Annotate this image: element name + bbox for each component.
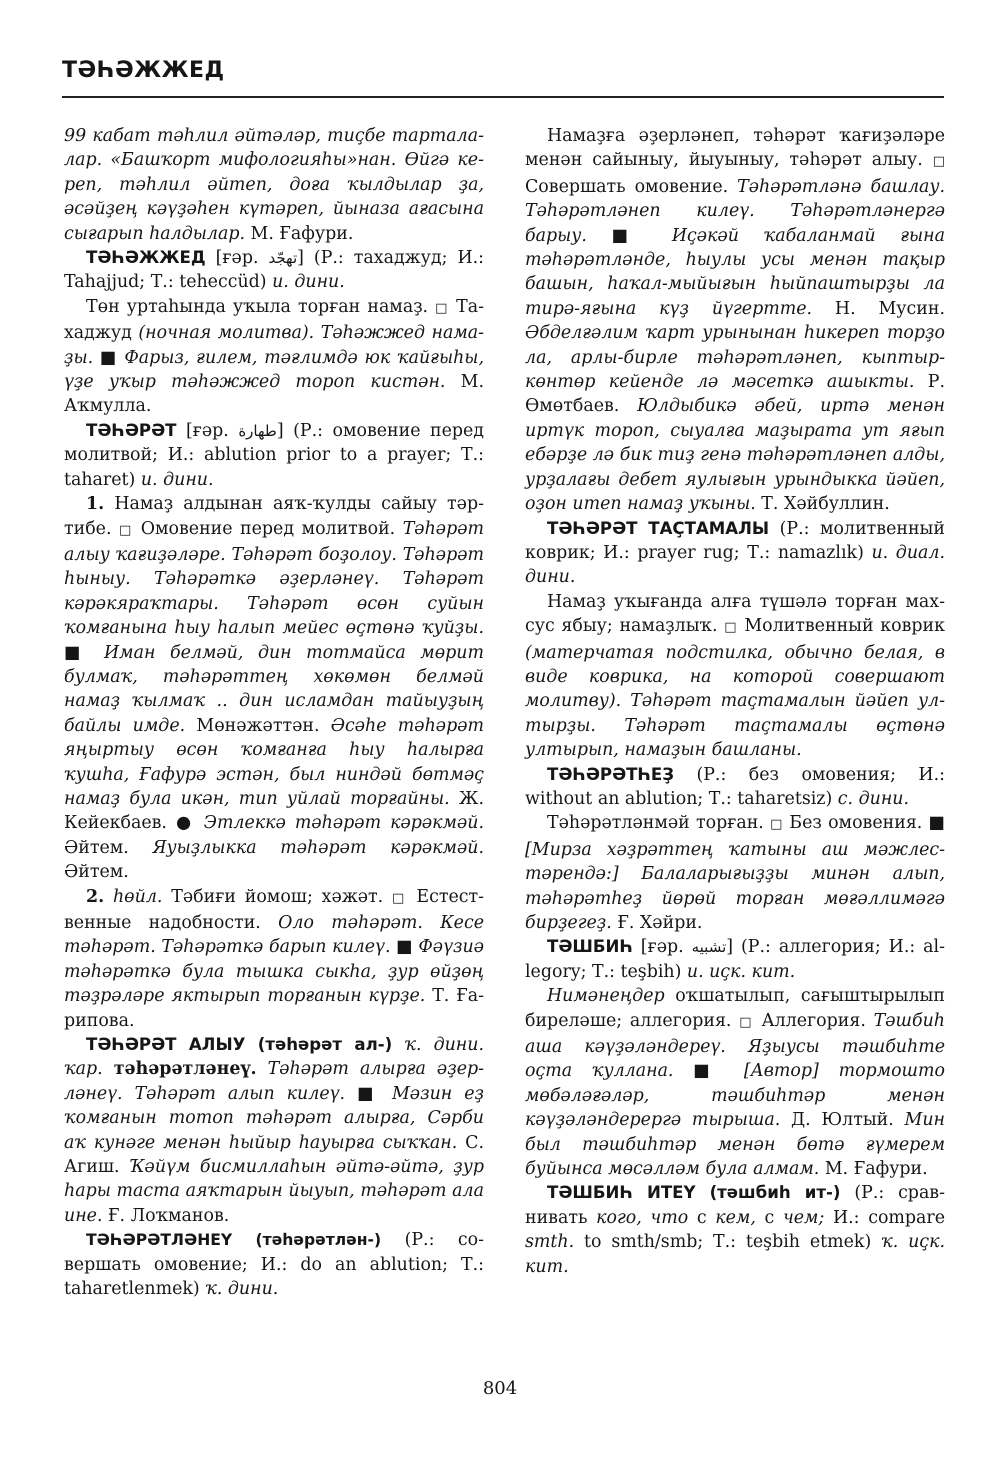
- italic-text: Фарыз, ғилем, тәғлимдә юк ҡайғыһы, үҙе уҡыр тәһәжжед тороп кистән.: [64, 347, 484, 393]
- italic-text: Тәһәрәт алыу ҡағиҙәләре. Тәһәрәт боҙолоу. Тәһәрәт һыныу. Тәһәрәткә әҙерләнеү. Тәһәрәт кәрәкяраҡтары. Тәһәрәт өсөн суйын ҡомғанына һыу һалып мейес өҫтөнә ҡуйҙы.: [64, 518, 484, 639]
- italic-text: Мин был тәшбиһтәр менән бөтә ғүмерем буйынса мөсәлләм була алмам.: [525, 1110, 946, 1180]
- entry-text: ] (Р.: аллегория; И.: allegory; Т.: teşbih): [525, 937, 945, 982]
- entry-text: с: [688, 1207, 716, 1228]
- arabic-script: تشبيه: [691, 938, 727, 957]
- entry-text: Д. Юлтый.: [780, 1110, 905, 1131]
- entry-text: to smth/smb; Т.: teşbih etmek): [574, 1232, 882, 1253]
- entry-text: Әйтем.: [64, 862, 129, 883]
- entry-text: Молитвенный коврик: [737, 616, 945, 637]
- entry-text: (Р.: без омовения; И.: without an ablution; Т.: taharetsiz): [525, 764, 945, 809]
- italic-text: Тәшбиһ аша кәүҙәләндереү. Яҙыусы тәшбиһте оҫта ҡуллана.: [525, 1010, 945, 1082]
- italic-text: ҡ. иҫк. кит.: [525, 1232, 946, 1277]
- entry-text: Намаҙға әҙерләнеп, тәһәрәт ҡағиҙәләре менән сайыныу, йыуыныу, тәһәрәт алыу.: [525, 126, 945, 171]
- italic-text: Әбделғәлим ҡарт урынынан һикереп торҙо ла, арлы-бирле тәһәрәтләнеп, кыптыр-көнтөр кейенде лә мәсеткә ашыкты.: [525, 323, 945, 393]
- entry-text: [ғәр.: [632, 937, 692, 958]
- left-column: [64, 124, 484, 1302]
- italic-text: Әсәһе тәһәрәт яңыртыу өсөн ҡомғанға һыу һалырға ҡушһа, Ғафурә эстән, был ниндәй бөтмәҫ намаҙ була икән, тип уйлай торғайны.: [64, 715, 484, 809]
- italic-text: чем;: [782, 1207, 825, 1228]
- running-head: ТӘҺӘЖЖЕД: [62, 58, 225, 83]
- italic-text: Иҫәкәй ҡабаланмай ғына тәһәрәтләнде, һыулы усы менән тақыр башын, һаҡал-мыйығын һыйпаштырҙы ла тирә-яғына күҙ йүгертте.: [525, 225, 945, 319]
- italic-text: и. диал. дини.: [525, 542, 945, 588]
- italic-text: Мәзин еҙ ҡомғанын тотоп тәһәрәт алырға, Сәрби аҡ кунәге менән һыйыр һауырға сыҡҡан.: [64, 1083, 484, 1153]
- entry-text: (Р.: совершать омовение; И.: do an ablution; Т.: taharetlenmek): [64, 1230, 484, 1300]
- square-marker: □: [435, 300, 450, 316]
- bold-text: тәһәрәтләнеү.: [113, 1059, 257, 1080]
- entry-text: Аллегория.: [753, 1010, 874, 1031]
- entry-text: Ғ. Хәйри.: [611, 913, 703, 933]
- entry-text: с: [755, 1207, 783, 1228]
- entry-text: Совершать омовение.: [525, 176, 738, 197]
- dictionary-paragraph: [64, 1228, 484, 1301]
- italic-text: и. иҫк. кит.: [686, 961, 796, 982]
- italic-text: Яуыҙлыкка тәһәрәт кәрәкмәй.: [152, 837, 484, 858]
- bold-text: 1.: [86, 494, 105, 515]
- italic-text: Этлеккә тәһәрәт кәрәкмәй.: [203, 813, 484, 834]
- arabic-script: تهجّد: [268, 249, 298, 268]
- headword: ТӘҺӘРӘТЛӘНЕҮ (тәһәрәтлән-): [86, 1231, 382, 1250]
- entry-text: С. Агиш.: [64, 1132, 484, 1178]
- entry-text: М. Ғафури.: [819, 1159, 928, 1180]
- entry-text: ■: [390, 937, 419, 958]
- entry-text: Омовение перед молитвой.: [133, 518, 403, 539]
- italic-text: Иман белмәй, дин тотмайса мөрит булмаҡ, тәһәрәттең хөкөмөн белмәй намаҙ ҡылмаҡ .. дин исламдан тайыуҙың байлы имде.: [64, 642, 484, 736]
- entry-text: Ғ. Лоҡманов.: [102, 1205, 230, 1226]
- headword: ТӘҺӘРӘТҺЕҘ: [547, 764, 675, 784]
- italic-text: кем,: [715, 1207, 756, 1228]
- italic-text: һөйл.: [112, 886, 163, 907]
- dictionary-paragraph: [64, 295, 484, 419]
- entry-text: М. Ғафури.: [245, 223, 354, 244]
- entry-text: ■: [345, 1083, 392, 1104]
- dictionary-paragraph: [64, 419, 484, 492]
- italic-text: Тәһәрәт алырға әҙерләнеү. Тәһәрәт алып килеү.: [64, 1059, 485, 1104]
- dictionary-paragraph: [64, 246, 484, 295]
- dictionary-paragraph: [525, 984, 945, 1181]
- italic-text: (ночная молитва). Тәһәжжед намаҙы.: [64, 323, 484, 368]
- entry-text: ] (Р.: тахаджуд; И.: Tahajjud; Т.: teheccüd): [64, 248, 484, 293]
- italic-text: Нимәнеңдер: [547, 986, 665, 1007]
- headword: ТӘШБИҺ ИТЕҮ (тәшбиһ ит-): [547, 1183, 841, 1203]
- square-marker: □: [739, 1014, 754, 1030]
- entry-text: Төн уртаһында уҡыла торған намаҙ.: [86, 296, 436, 317]
- dictionary-paragraph: [525, 124, 945, 517]
- entry-text: Тәбиғи йомош; хәжәт.: [162, 886, 392, 907]
- entry-text: Әйтем.: [64, 837, 153, 858]
- italic-text: ҡ. дини. ҡар.: [64, 1035, 484, 1080]
- entry-text: Н. Мусин.: [812, 298, 945, 319]
- italic-text: и. дини.: [272, 272, 345, 293]
- italic-text: Фәүзиә тәһәрәткә була тышка сыкһа, ҙур өйҙөң тәҙрәләре яктырып торғанын күрҙе.: [64, 937, 484, 1007]
- entry-text: ] (Р.: омовение перед молитвой; И.: ablution prior to a prayer; Т.: taharet): [64, 420, 485, 490]
- entry-text: Т. Ғарипова.: [64, 986, 484, 1031]
- italic-text: [Автор] тормошто мөбәләғәләр, тәшбиһтәр менән кәүҙәләндерергә тырыша.: [525, 1061, 945, 1131]
- entry-text: И.: compare: [824, 1207, 946, 1228]
- entry-text: Тахаджуд: [64, 296, 484, 344]
- entry-text: Т. Хәйбуллин.: [755, 494, 890, 515]
- italic-text: и. дини.: [140, 469, 214, 490]
- entry-text: Тәһәрәтләнмәй торған.: [547, 813, 771, 834]
- dictionary-paragraph: [525, 590, 945, 763]
- entry-text: М. Аҡмулла.: [64, 372, 484, 417]
- dictionary-paragraph: [525, 1181, 945, 1279]
- dictionary-paragraph: [64, 1033, 484, 1228]
- page-number: 804: [482, 1378, 518, 1399]
- arabic-script: طهارة: [238, 421, 277, 440]
- entry-text: ■: [64, 642, 105, 663]
- dictionary-paragraph: [525, 763, 945, 812]
- italic-text: 99 кабат тәһлил әйтәләр, тиҫбе тарталалар. «Башҡорт мифологияһы»нан. Өйгә кереп, тәһлил әйтеп, доға ҡылдылар ҙа, әсәйҙең кәүҙәһен күтәреп, йыназа ағасына сығарып һалдылар.: [64, 126, 484, 244]
- italic-text: Юлдыбикә әбей, иртә менән иртүк тороп, сыуалға маҙырата ут яғып ебәрҙе лә бик тиҙ генә тәһәрәтләнеп алды, урҙалағы дебет яулығын урындыкка йәйеп, оҙон итеп намаҙ уҡыны.: [525, 396, 946, 515]
- entry-text: [104, 887, 113, 907]
- header-rule: [62, 96, 944, 98]
- entry-text: Мөнәжәттән.: [185, 715, 331, 736]
- bold-text: 2.: [86, 886, 105, 907]
- entry-text: [103, 1059, 114, 1079]
- entry-text: [257, 1059, 268, 1079]
- entry-text: (Р.: молитвенный коврик; И.: prayer rug; Т.: namazlık): [525, 518, 945, 563]
- headword: ТӘҺӘРӘТ АЛЫУ (тәһәрәт ал-): [86, 1035, 393, 1055]
- dictionary-paragraph: [525, 935, 945, 984]
- entry-text: (Р.: сравнивать: [525, 1183, 945, 1228]
- right-column: [525, 124, 945, 1279]
- italic-text: Оло тәһәрәт. Кесе тәһәрәт. Тәһәрәткә барып килеү.: [64, 913, 484, 958]
- square-marker: □: [724, 620, 738, 636]
- dictionary-paragraph: [525, 517, 945, 590]
- headword: ТӘҺӘРӘТ: [86, 420, 177, 440]
- italic-text: ҡ. дини.: [205, 1279, 279, 1300]
- entry-text: Ж. Кейекбаев. ●: [64, 788, 484, 834]
- square-marker: □: [770, 817, 784, 833]
- entry-text: [ғәр.: [205, 248, 269, 269]
- entry-text: Намаҙ алдынан аяҡ-ҡулды сайыу тәртибе.: [64, 494, 484, 539]
- headword: ТӘШБИҺ: [547, 937, 633, 957]
- entry-text: [392, 1035, 404, 1055]
- entry-text: [ғәр.: [176, 420, 239, 441]
- entry-text: Естественные надобности.: [64, 886, 484, 933]
- dictionary-paragraph: [64, 492, 484, 885]
- italic-text: [Мирза хәҙрәттең ҡатыны аш мәжлестәрендә:] Балаларығыҙҙы минән алып, тәһәрәтһеҙ йөрөй торған мөғәллимәгә бирҙегеҙ.: [525, 839, 945, 933]
- dictionary-paragraph: [64, 124, 484, 246]
- entry-text: Р. Өмөтбаев.: [525, 372, 945, 417]
- entry-text: Без омовения. ■: [783, 813, 945, 834]
- italic-text: кого, что: [596, 1207, 689, 1228]
- square-marker: □: [392, 890, 408, 906]
- headword: ТӘҺӘРӘТ ТАҪТАМАЛЫ: [547, 518, 770, 538]
- entry-text: Намаҙ уҡығанда алға түшәлә торған махсус ябыу; намаҙлыҡ.: [525, 591, 945, 637]
- square-marker: □: [119, 522, 134, 538]
- italic-text: (матерчатая подстилка, обычно белая, в виде коврика, на которой совершают молитву). Тәһәрәт таҫтамалын йәйеп ултырҙы. Тәһәрәт таҫтамалы өҫтөнә ултырып, намаҙын башланы.: [525, 642, 945, 761]
- italic-text: Ҡәйүм бисмиллаһын әйтә-әйтә, ҙур һары таста аяҡтарын йыуып, тәһәрәт ала ине.: [64, 1157, 484, 1226]
- entry-text: оҡшатылып, сағыштырылып биреләше; аллегория.: [525, 986, 945, 1031]
- italic-text: Тәһәрәтләнә башлау. Тәһәрәтләнеп килеү. Тәһәрәтләнергә барыу.: [525, 176, 945, 246]
- dictionary-paragraph: [525, 811, 945, 935]
- headword: ТӘҺӘЖЖЕД: [86, 248, 206, 268]
- italic-text: с. дини.: [837, 788, 909, 809]
- entry-text: ■: [673, 1061, 744, 1082]
- square-marker: □: [932, 154, 945, 170]
- italic-text: smth.: [525, 1232, 575, 1253]
- dictionary-paragraph: [64, 885, 484, 1033]
- entry-text: ■: [586, 225, 672, 246]
- entry-text: ■: [93, 347, 125, 368]
